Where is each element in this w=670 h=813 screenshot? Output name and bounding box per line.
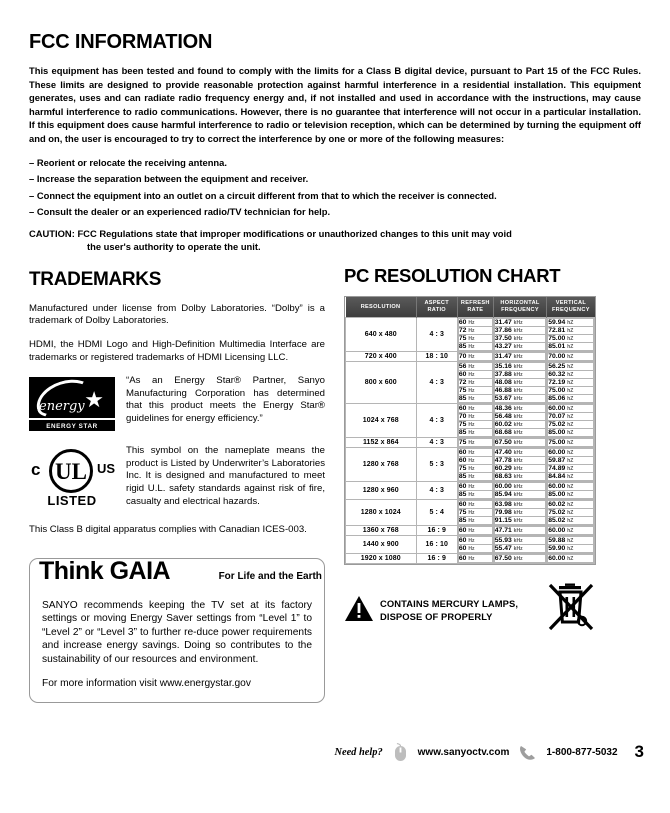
table-header-row: [346, 297, 595, 318]
table-row: [346, 318, 595, 352]
cell-aspect-ratio: 4 : 3: [416, 318, 457, 352]
cell-resolution: 1280 x 768: [346, 448, 417, 482]
cell-refresh-rate: 60 Hz 85 Hz: [457, 482, 493, 500]
caution-label: CAUTION: [29, 227, 72, 239]
cell-vertical-frequency: 75.00 hZ: [547, 438, 595, 448]
cell-horizontal-frequency: 31.47 kHz: [493, 352, 546, 362]
cell-vertical-frequency: 70.00 hZ: [547, 352, 595, 362]
cell-vertical-frequency: 60.00 hZ 85.00 hZ: [547, 482, 595, 500]
energy-star-script: energy: [39, 399, 85, 415]
ul-listed-row: [29, 445, 325, 508]
column-header-vertical-frequency: VERTICAL FREQUENCY: [547, 297, 595, 318]
table-row: [346, 500, 595, 526]
warning-triangle-icon: [344, 595, 374, 627]
cell-resolution: 1280 x 1024: [346, 500, 417, 526]
pc-resolution-chart-title: PC RESOLUTION CHART: [344, 265, 561, 287]
energy-star-statement: “As an Energy Star® Partner, Sanyo Manufacturing Corporation has determined that this product meets the Energy Star® guidelines for energy efficiency.”: [126, 375, 325, 424]
think-gaia-block: [29, 556, 325, 704]
mercury-warning-text: [374, 598, 548, 623]
fcc-measure-item: – Consult the dealer or an experienced radio/TV technician for help.: [29, 206, 331, 218]
cell-resolution: 1152 x 864: [346, 438, 417, 448]
ul-circle-mark: UL: [49, 449, 93, 493]
fcc-section-title: FCC INFORMATION: [29, 31, 213, 54]
cell-resolution: 1360 x 768: [346, 526, 417, 536]
cell-resolution: 1024 x 768: [346, 404, 417, 438]
website-link[interactable]: www.sanyoctv.com: [417, 746, 510, 758]
cell-vertical-frequency: 59.88 hZ 59.90 hZ: [547, 536, 595, 554]
cell-refresh-rate: 60 Hz 75 Hz 85 Hz: [457, 500, 493, 526]
mercury-warning-block: [344, 583, 596, 638]
ul-c-mark: c: [31, 460, 41, 480]
cell-refresh-rate: 60 Hz 72 Hz 75 Hz 85 Hz: [457, 318, 493, 352]
cell-aspect-ratio: 4 : 3: [416, 482, 457, 500]
page-number: 3: [634, 742, 644, 761]
fcc-measure-item: – Increase the separation between the equipment and receiver.: [29, 173, 309, 185]
fcc-measure-item: – Connect the equipment into an outlet on a circuit different from that to which the receiver is connected.: [29, 189, 497, 201]
caution-text: : FCC Regulations state that improper modifications or unauthorized changes to this unit may void: [71, 227, 512, 239]
cell-aspect-ratio: 5 : 3: [416, 448, 457, 482]
table-row: [346, 526, 595, 536]
table-row: [346, 448, 595, 482]
dolby-trademark-text: Manufactured under license from Dolby Laboratories. “Dolby” is a trademark of Dolby Laboratories.: [29, 302, 325, 327]
pc-resolution-table-wrapper: [344, 296, 596, 565]
cell-refresh-rate: 60 Hz 60 Hz 75 Hz 85 Hz: [457, 448, 493, 482]
cell-horizontal-frequency: 47.40 kHz 47.78 kHz 60.29 kHz 68.63 kHz: [493, 448, 546, 482]
table-row: [346, 362, 595, 404]
cell-aspect-ratio: 18 : 10: [416, 352, 457, 362]
cell-horizontal-frequency: 60.00 kHz 85.94 kHz: [493, 482, 546, 500]
fcc-caution-block: [29, 227, 641, 241]
table-row: [346, 536, 595, 554]
cell-vertical-frequency: 60.00 hZ 59.87 hZ 74.89 hZ 84.84 hZ: [547, 448, 595, 482]
cell-vertical-frequency: 60.02 hZ 75.02 hZ 85.02 hZ: [547, 500, 595, 526]
cell-aspect-ratio: 4 : 3: [416, 404, 457, 438]
phone-icon: [518, 744, 537, 761]
need-help-label: Need help?: [334, 746, 383, 758]
column-header-aspect-ratio: ASPECT RATIO: [416, 297, 457, 318]
cell-horizontal-frequency: 67.50 kHz: [493, 554, 546, 564]
cell-aspect-ratio: 4 : 3: [416, 438, 457, 448]
cell-horizontal-frequency: 63.98 kHz 79.98 kHz 91.15 kHz: [493, 500, 546, 526]
weee-crossed-bin-icon: [548, 583, 596, 638]
cell-resolution: 1440 x 900: [346, 536, 417, 554]
mercury-warning-line1: CONTAINS MERCURY LAMPS,: [380, 598, 519, 610]
table-row: [346, 438, 595, 448]
cell-horizontal-frequency: 55.93 kHz 55.47 kHz: [493, 536, 546, 554]
cell-aspect-ratio: 5 : 4: [416, 500, 457, 526]
ul-listed-label: LISTED: [47, 493, 97, 509]
support-phone-number: 1-800-877-5032: [546, 746, 618, 758]
column-header-horizontal-frequency: HORIZONTAL FREQUENCY: [493, 297, 546, 318]
caution-text-continued: the user's authority to operate the unit.: [87, 241, 261, 253]
trademarks-title: TRADEMARKS: [29, 268, 162, 290]
cell-refresh-rate: 60 Hz 60 Hz: [457, 536, 493, 554]
cell-aspect-ratio: 16 : 10: [416, 536, 457, 554]
cell-refresh-rate: 70 Hz: [457, 352, 493, 362]
cell-vertical-frequency: 60.00 hZ 70.07 hZ 75.02 hZ 85.00 hZ: [547, 404, 595, 438]
table-row: [346, 352, 595, 362]
mercury-warning-line2: DISPOSE OF PROPERLY: [380, 610, 493, 622]
cell-vertical-frequency: 56.25 hZ 60.32 hZ 72.19 hZ 75.00 hZ 85.06 hZ: [547, 362, 595, 404]
ices-statement: This Class B digital apparatus complies with Canadian ICES-003.: [29, 524, 307, 536]
fcc-measures-list: [29, 155, 641, 221]
cell-refresh-rate: 60 Hz 70 Hz 75 Hz 85 Hz: [457, 404, 493, 438]
cell-horizontal-frequency: 47.71 kHz: [493, 526, 546, 536]
table-row: [346, 482, 595, 500]
cell-refresh-rate: 60 Hz: [457, 554, 493, 564]
ul-us-mark: US: [96, 461, 115, 477]
cell-aspect-ratio: 4 : 3: [416, 362, 457, 404]
fcc-measure-item: – Reorient or relocate the receiving antenna.: [29, 156, 227, 168]
pc-resolution-chart-section: [344, 250, 644, 638]
fcc-information-section: [29, 18, 641, 254]
cell-resolution: 640 x 480: [346, 318, 417, 352]
pc-resolution-table: [345, 297, 595, 564]
cell-vertical-frequency: 60.00 hZ: [547, 526, 595, 536]
energy-star-row: [29, 375, 325, 431]
trademarks-section: [29, 253, 325, 703]
cell-resolution: 1280 x 960: [346, 482, 417, 500]
cell-resolution: 800 x 600: [346, 362, 417, 404]
think-gaia-logo: [29, 556, 325, 585]
table-header: [346, 297, 595, 318]
energy-star-wordmark: ENERGY STAR: [29, 418, 115, 431]
column-header-refresh-rate: REFRESH RATE: [457, 297, 493, 318]
cell-refresh-rate: 75 Hz: [457, 438, 493, 448]
hdmi-trademark-text: HDMI, the HDMI Logo and High-Definition Multimedia Interface are trademarks or registered trademarks of HDMI Licensing LLC.: [29, 338, 325, 363]
gaia-body-text: SANYO recommends keeping the TV set at its factory settings or moving Energy Saver settings from “Level 1” to “Level 2” or “Level 3” to further re-duce power requirements and increase energy savings. Doing so contributes to the sustainability of our resources and environment.: [42, 599, 312, 665]
cell-aspect-ratio: 16 : 9: [416, 526, 457, 536]
cell-vertical-frequency: 59.94 hZ 72.81 hZ 75.00 hZ 85.01 hZ: [547, 318, 595, 352]
mouse-icon: [392, 743, 409, 762]
table-body: [346, 318, 595, 564]
cell-refresh-rate: 56 Hz 60 Hz 72 Hz 75 Hz 85 Hz: [457, 362, 493, 404]
page-footer: [0, 742, 670, 762]
gaia-more-info-text: For more information visit www.energystar.gov: [42, 677, 251, 689]
cell-horizontal-frequency: 48.36 kHz 56.48 kHz 60.02 kHz 68.68 kHz: [493, 404, 546, 438]
column-header-resolution: RESOLUTION: [346, 297, 417, 318]
energy-star-icon: ★ energy ENERGY STAR: [29, 377, 115, 431]
cell-resolution: 1920 x 1080: [346, 554, 417, 564]
think-gaia-wordmark: Think GAIA: [39, 559, 176, 584]
fcc-body-text: This equipment has been tested and found to comply with the limits for a Class B digital device, pursuant to Part 15 of the FCC Rules. These limits are designed to provide reasonable protection against harmful interference in a residential installation. This equipment generates, uses and can radiate radio frequency energy and, if not installed and used in accordance with the instructions, may cause harmful interference to radio communications. However, there is no guarantee that interference will not occur in a particular installation. If this equipment does cause harmful interference to radio or television reception, which can be determined by turning the equipment off and on, the user is encouraged to try to correct the interference by one or more of the following measures:: [29, 65, 641, 144]
table-row: [346, 554, 595, 564]
ul-listed-statement: This symbol on the nameplate means the product is Listed by Underwriter’s Laboratories Inc. It is designed and manufactured to meet rigid U.L. safety standards against risk of fire, casualty and electrical hazards.: [126, 445, 325, 507]
cell-horizontal-frequency: 35.16 kHz 37.88 kHz 48.08 kHz 46.88 kHz 53.67 kHz: [493, 362, 546, 404]
cell-horizontal-frequency: 31.47 kHz 37.86 kHz 37.50 kHz 43.27 kHz: [493, 318, 546, 352]
think-gaia-tagline: For Life and the Earth: [181, 571, 322, 582]
ul-listed-icon: [29, 449, 115, 507]
cell-horizontal-frequency: 67.50 kHz: [493, 438, 546, 448]
table-row: [346, 404, 595, 438]
cell-refresh-rate: 60 Hz: [457, 526, 493, 536]
cell-aspect-ratio: 16 : 9: [416, 554, 457, 564]
cell-resolution: 720 x 400: [346, 352, 417, 362]
cell-vertical-frequency: 60.00 hZ: [547, 554, 595, 564]
